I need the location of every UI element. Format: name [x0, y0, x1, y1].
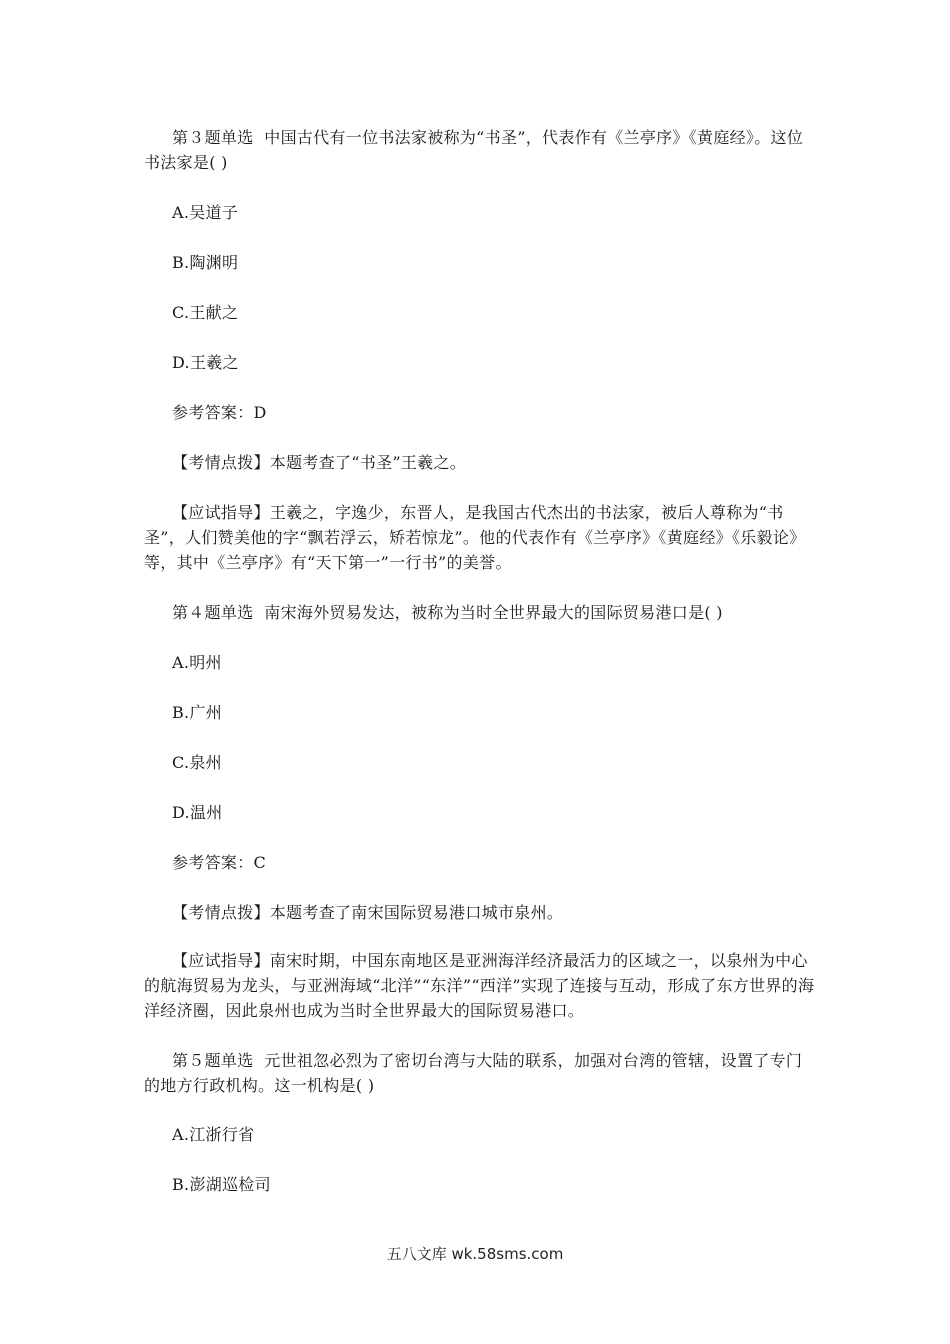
question-4-option-a: A.明州	[172, 653, 222, 672]
question-3-stem: 第３题单选 中国古代有一位书法家被称为“书圣”，代表作有《兰亭序》《黄庭经》。这位书法家是( )	[144, 128, 804, 172]
question-3-option-c: C.王献之	[172, 303, 239, 322]
question-3-option-d: D.王羲之	[172, 353, 239, 372]
question-3-guide: 【应试指导】王羲之，字逸少，东晋人，是我国古代杰出的书法家，被后人尊称为“书圣”，人们赞美他的字“飘若浮云，矫若惊龙”。他的代表作有《兰亭序》《黄庭经》《乐毅论》等，其中《兰亭序》有“天下第一”一行书”的美誉。	[144, 503, 806, 572]
question-5-option-b: B.澎湖巡检司	[172, 1175, 271, 1194]
question-3-option-b: B.陶渊明	[172, 253, 239, 272]
question-5-option-a: A.江浙行省	[172, 1125, 255, 1144]
question-4-option-c: C.泉州	[172, 753, 222, 772]
question-5-stem: 第５题单选 元世祖忽必烈为了密切台湾与大陆的联系，加强对台湾的管辖，设置了专门的地方行政机构。这一机构是( )	[144, 1051, 803, 1095]
question-4-point: 【考情点拨】本题考查了南宋国际贸易港口城市泉州。	[172, 903, 564, 922]
question-4-stem: 第４题单选 南宋海外贸易发达，被称为当时全世界最大的国际贸易港口是( )	[172, 603, 723, 622]
question-4-option-d: D.温州	[172, 803, 223, 822]
question-3-option-a: A.吴道子	[172, 203, 239, 222]
question-3-point: 【考情点拨】本题考查了“书圣”王羲之。	[172, 453, 467, 472]
question-4-option-b: B.广州	[172, 703, 223, 722]
question-3-answer: 参考答案：D	[172, 403, 267, 422]
question-4-answer: 参考答案：C	[172, 853, 267, 872]
question-4-guide: 【应试指导】南宋时期，中国东南地区是亚洲海洋经济最活力的区域之一，以泉州为中心的航海贸易为龙头，与亚洲海域“北洋”“东洋”“西洋”实现了连接与互动，形成了东方世界的海洋经济圈，因此泉州也成为当时全世界最大的国际贸易港口。	[144, 951, 815, 1020]
footer-watermark: 五八文库 wk.58sms.com	[386, 1245, 564, 1263]
